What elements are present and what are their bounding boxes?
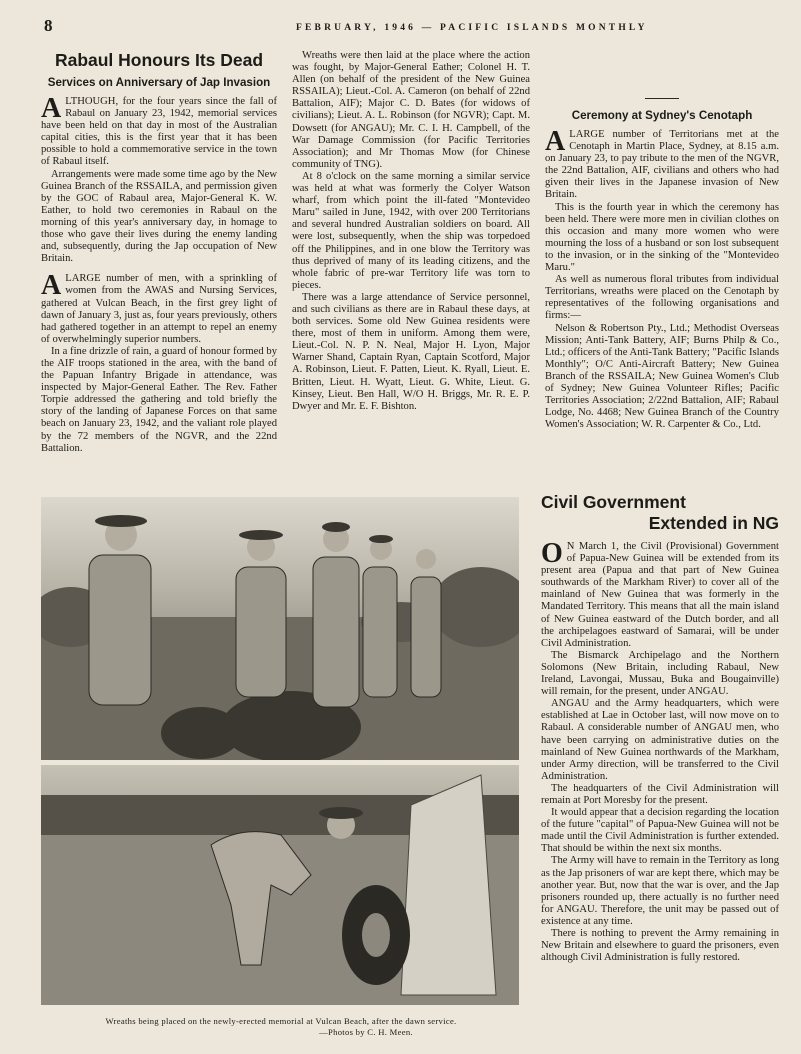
article-civil-government-column [541,492,779,964]
article-rabaul-subtitle: Services on Anniversary of Jap Invasion [47,76,271,89]
drop-cap: A [41,270,62,302]
article-cenotaph-column [545,50,779,431]
article-paragraph: The Army will have to remain in the Territory as long as the Jap prisoners of war are kept there, which may be another year. But, now that the war is over, and the Jap prisoners rounded up, there actually is no further need for ANGAU. Therefore, the unit may be passed out of existence at any time. [541,855,779,927]
article-rabaul-column-2 [292,50,530,413]
photo-caption: Wreaths being placed on the newly-erected memorial at Vulcan Beach, after the dawn service. —Photos by C. H. Meen. [41,1016,521,1037]
article-paragraph: The Bismarck Archipelago and the Northern Solomons (New Britain, including Rabaul, New Ireland, Lavongai, Mussau, Buka and Bougainville) will remain, for the present, under ANGAU. [541,649,779,698]
article-paragraph: ALARGE number of men, with a sprinkling of women from the AWAS and Nursing Services, gathered at Vulcan Beach, in the first grey light of dawn of January 3, just as, four years previously, others had gathered together in an attempt to repel an enemy of overwhelmingly superior numbers. [41,270,277,345]
article-paragraph: ALARGE number of Territorians met at the Cenotaph in Martin Place, Sydney, at 8.15 a.m. on January 23, to pay tribute to the men of the NGVR, the 22nd Battalion, AIF, civilians and others who had given their lives in the Japanese invasion of New Britain. [545,126,779,201]
page-number: 8 [44,16,53,35]
photo-officers-at-memorial [41,497,519,760]
running-header: FEBRUARY, 1946 — PACIFIC ISLANDS MONTHLY [296,23,648,33]
drop-cap: A [545,126,566,157]
article-rabaul-column-1 [41,50,277,455]
article-paragraph: ANGAU and the Army headquarters, which were established at Lae in October last, will now move on to Rabaul. A considerable number of ANGAU men, who have been carrying on administrative duties on the mainland of New Guinea northwards of the Markham, under Army direction, will be transferred to the Civil Administration. [541,698,779,782]
article-paragraph: There was a large attendance of Service personnel, and such civilians as there are in Rabaul these days, at both services. Some old New Guinea residents were there, most of them in uniform. Among them were, Lieut.-Col. N. P. N. Neal, Major H. Lyon, Major Warner Shand, Captain Ryan, Captain Scotford, Major A. Robinson, Lieut. F. Patten, Lieut. K. Ryall, Lieut. E. Britten, Lieut. H. Wyatt, Lieut. G. White, Lieut. G. Kinsey, Lieut. Ben Hall, W/O H. Briggs, Mr. R. E. P. Dwyer and Mr. E. F. Bishton. [292,291,530,412]
photo-wreath-laying [41,765,519,1005]
article-rabaul-title: Rabaul Honours Its Dead [54,50,264,70]
article-paragraph: In a fine drizzle of rain, a guard of honour formed by the AIF troops stationed in the area, with the band of the Papuan Infantry Brigade in attendance, was inspected by Major-General Eather. The Rev. Father Torpie addressed the gathering and told briefly the story of the landing of Japanese Forces on that same beach on January 23, 1942, and the valiant role played by the 72 members of the NGVR, and the 22nd Battalion. [41,345,277,454]
photo-credit: —Photos by C. H. Meen. [319,1026,413,1037]
article-paragraph: Wreaths were then laid at the place where the action was fought, by Major-General Eather; Colonel H. T. Allen (on behalf of the president of the New Guinea RSSAILA); Lieut.-Col. A. Cameron (on behalf of 22nd Battalion, AIF); Major C. D. Bates (for widows of civilians); Lieut. A. L. Robinson (for NGVR); Capt. M. Dowsett (for ANGAU); Mr. C. I. H. Campbell, of the War Damage Commission (for Pacific Territories Association); and Mr Thomas Mow (for Chinese community of TNG). [292,50,530,170]
article-civil-government-title: Civil Government Extended in NG [541,492,779,533]
drop-cap: A [41,93,62,124]
article-paragraph: This is the fourth year in which the ceremony has been held. There were more men in civilian clothes on this occasion and many more women who were mourning the loss of a husband or son lost subsequent to the invasion, or in the sinking of the "Montevideo Maru." [545,201,779,274]
article-paragraph: The headquarters of the Civil Administration will remain at Port Moresby for the present. [541,782,779,806]
article-paragraph: Nelson & Robertson Pty., Ltd.; Methodist Overseas Mission; Anti-Tank Battery, AIF; Burns Philp & Co., Ltd.; officers of the Anti-Tank Battery; "Pacific Islands Monthly"; O/C Anti-Aircraft Battery; New Guinea Branch of the RSSAILA; New Guinea Women's Club of Sydney; New Guinea Volunteer Rifles; Pacific Territories Association; 2/22nd Battalion, AIF; Rabaul Lodge, No. 4468; New Guinea Branch of the Country Women's Association; W. R. Carpenter & Co., Ltd. [545,322,779,431]
article-paragraph: It would appear that a decision regarding the location of the future "capital" of Papua-New Guinea will not be made until the Civil Administration is further extended. That should be within the next six months. [541,807,779,855]
article-paragraph: As well as numerous floral tributes from individual Territorians, wreaths were placed on the Cenotaph by representatives of the following organisations and firms:— [545,274,779,322]
article-paragraph: At 8 o'clock on the same morning a similar service was held at what was formerly the Colyer Watson wharf, from which point the ill-fated "Montevideo Maru" sailed in June, 1942, with over 200 Territorians and several hundred Australian soldiers on board. All were lost, subsequently, when the ship was torpedoed off the Philippines, and in one blow the Territory was thus deprived of many of its leading citizens, and the whole fabric of pre-war Territory life was torn to pieces. [292,170,530,291]
article-cenotaph-title: Ceremony at Sydney's Cenotaph [571,109,753,122]
article-paragraph: ALTHOUGH, for the four years since the fall of Rabaul on January 23, 1942, memorial services have been held on that day in most of the Australian capital cities, this is the first year that it has been possible to hold a commemorative service in the town of Rabaul itself. [41,93,277,168]
article-paragraph: Arrangements were made some time ago by the New Guinea Branch of the RSSAILA, and permission given by the GOC of Rabaul area, Major-General K. W. Eather, to hold two ceremonies in Rabaul on the morning of this year's anniversary day, in homage to those who gave their lives during the enemy landing and, subsequently, during the Jap occupation of New Britain. [41,168,277,265]
section-divider [645,98,679,99]
article-paragraph: O N March 1, the Civil (Provisional) Government of Papua-New Guinea will be extended from its present area (Papua and that part of New Guinea southwards of the Markham River) to cover all of the mainland of New Guinea that was formerly in the Mandated Territory. This means that all the main island of New Guinea eastward of the Dutch border, and all the archipelagoes eastward of Samarai, will be under Civil Administration. [541,538,779,649]
drop-cap: O [541,538,563,569]
article-paragraph: There is nothing to prevent the Army remaining in New Britain and elsewhere to guard the prisoners, even although Civil Administration is fully restored. [541,928,779,964]
